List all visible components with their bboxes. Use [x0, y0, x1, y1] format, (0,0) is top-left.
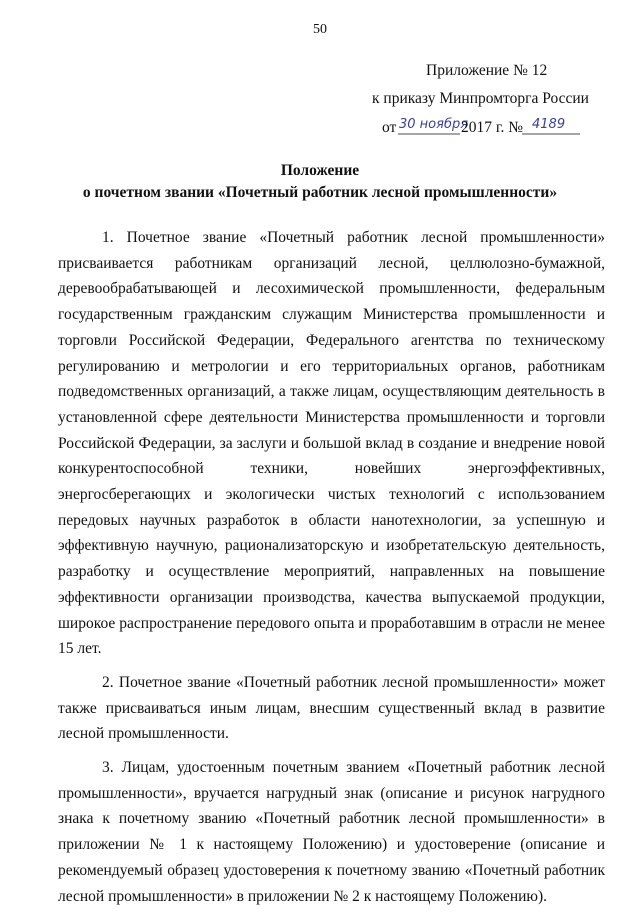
handwritten-date: 30 ноября — [399, 117, 469, 132]
paragraph-2: 2. Почетное звание «Почетный работник лесной промышленности» может также присваиваться иным лицам, внесшим существенный вклад в развитие лесной промышленности. — [58, 673, 605, 743]
appendix-title: Приложение № 12 — [426, 62, 548, 79]
title-line-2: о почетном звании «Почетный работник лесной промышленности» — [82, 184, 558, 201]
handwritten-number: 4189 — [532, 117, 566, 132]
document-body — [58, 225, 605, 917]
appendix-order-ref: к приказу Минпромторга России — [372, 90, 589, 107]
date-prefix: от — [382, 119, 397, 136]
paragraph-3: 3. Лицам, удостоенным почетным званием «Почетный работник лесной промышленности», вручается нагрудный знак (описание и рисунок нагрудного знака к почетному званию «Почетный работник лесной промышленности» в приложении № 1 к настоящему Положению) и удостоверение (описание и рекомендуемый образец удостоверения к почетному званию «Почетный работник лесной промышленности» в приложении № 2 к настоящему Положению). — [58, 759, 605, 905]
appendix-date-line — [372, 113, 602, 141]
title-line-1: Положение — [280, 162, 360, 179]
date-number-line — [372, 113, 602, 141]
year-and-number-label: 2017 г. № — [461, 119, 524, 136]
appendix-header — [372, 57, 602, 141]
document-title — [0, 160, 640, 204]
paragraph-1: 1. Почетное звание «Почетный работник лесной промышленности» присваивается работникам организаций лесной, целлюлозно-бумажной, деревообрабатывающей и лесохимической промышленности, федеральным государственным гражданским служащим Министерства промышленности и торговли Российской Федерации, Федерального агентства по техническому регулированию и метрологии и его территориальных органов, работникам подведомственных организаций, а также лицам, осуществляющим деятельность в установленной сфере деятельности Министерства промышленности и торговли Российской Федерации, за заслуги и большой вклад в создание и внедрение новой конкурентоспособной техники, новейших энергоэффективных, энергосберегающих и экологически чистых технологий с использованием передовых научных разработок в области нанотехнологии, за успешную и эффективную научную, рационализаторскую и изобретательскую деятельность, разработку и осуществление мероприятий, направленных на повышение эффективности организации производства, качества выпускаемой продукции, широкое распространение передового опыта и проработавшим в отрасли не менее 15 лет. — [58, 229, 605, 658]
page-number: 50 — [313, 22, 327, 37]
